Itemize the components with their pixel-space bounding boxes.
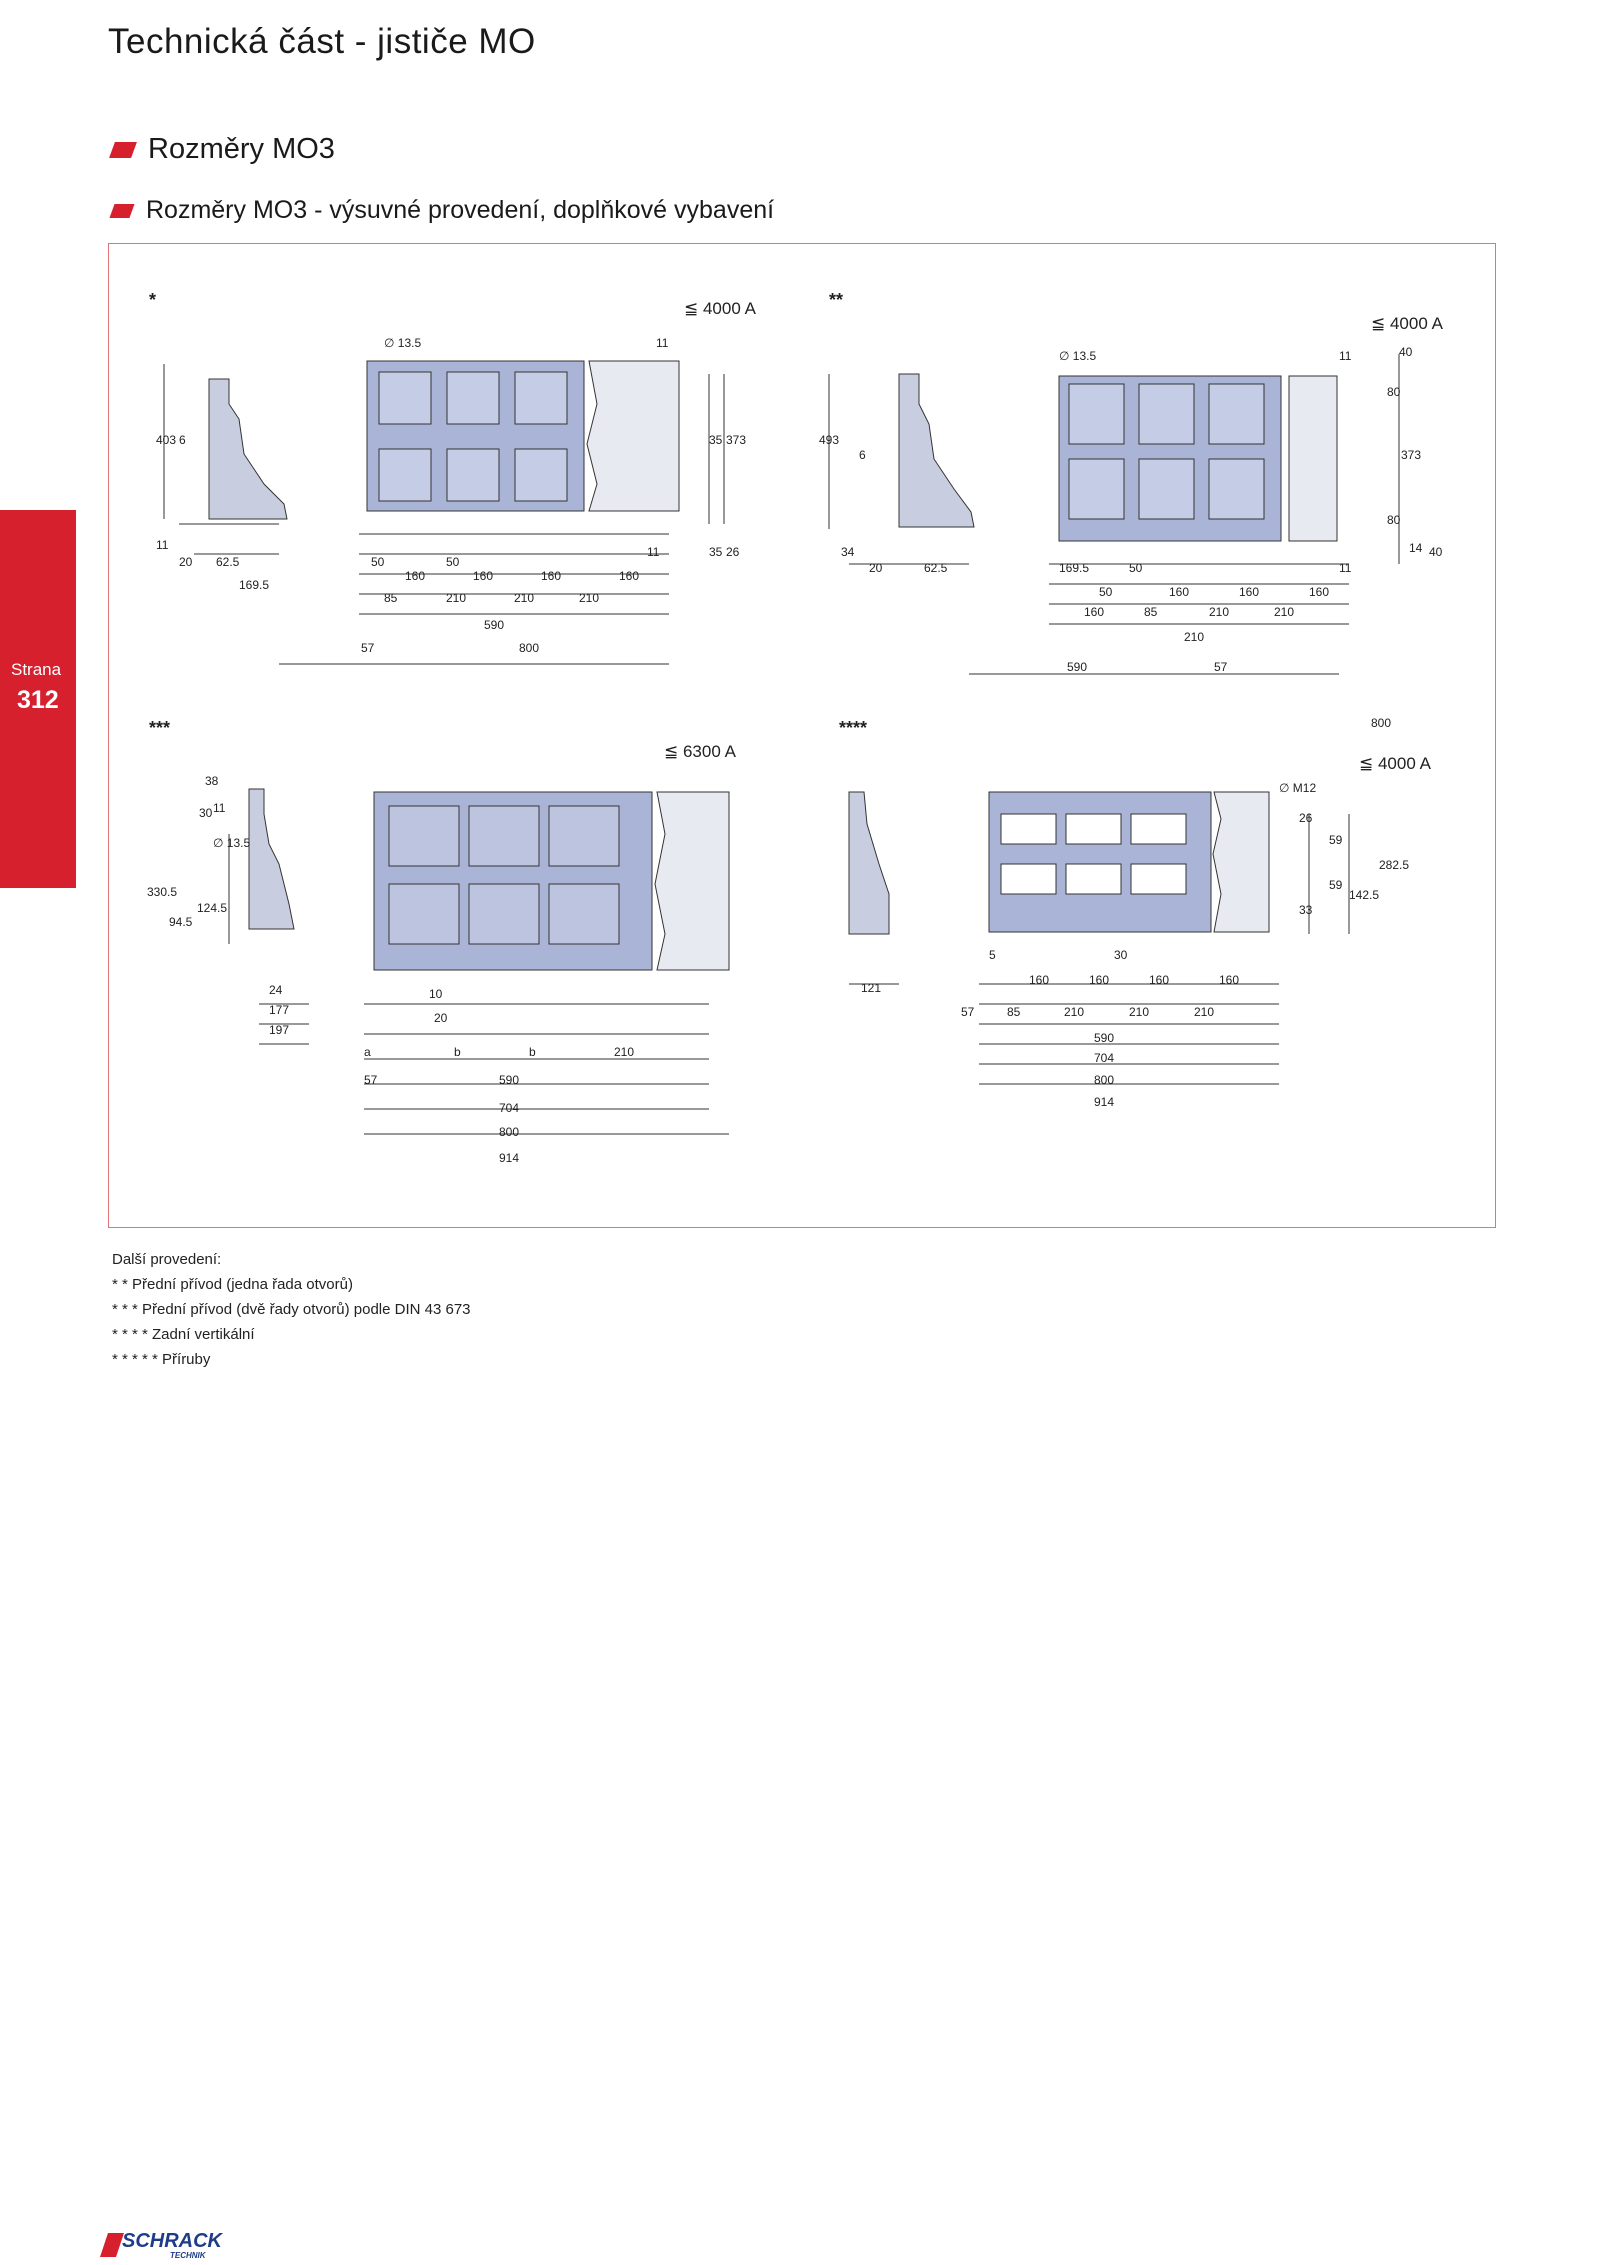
dimension-label: 330.5 (147, 885, 178, 899)
dimension-label: 160 (405, 569, 426, 583)
section-heading-main-text: Rozměry MO3 (148, 133, 335, 165)
side-profile-2 (899, 374, 974, 527)
note-item: * * * Přední přívod (dvě řady otvorů) podle DIN 43 673 (112, 1301, 471, 1318)
dimension-label: 160 (619, 569, 640, 583)
dimension-label: 282.5 (1379, 858, 1410, 872)
dimension-label: 160 (1149, 973, 1170, 987)
dimension-label: 160 (1169, 585, 1190, 599)
red-bullet-icon (109, 204, 134, 218)
logo-name: SCHRACK (122, 2230, 222, 2252)
terminal-1 (1001, 814, 1056, 844)
neutral-pole-2 (1289, 376, 1337, 541)
dimension-label: 210 (1209, 605, 1230, 619)
dimension-label: 160 (1309, 585, 1330, 599)
figure-frame (108, 243, 1496, 1228)
dimension-label: 160 (541, 569, 562, 583)
dimension-label: 26 (1299, 811, 1313, 825)
dimension-label: 20 (869, 561, 883, 575)
vent-1 (389, 806, 459, 866)
dimension-label: 493 (819, 433, 840, 447)
dimension-label: a (364, 1045, 371, 1059)
logo-sub: TECHNIK (170, 2251, 206, 2260)
dimension-label: 800 (519, 641, 540, 655)
schrack-logo (100, 2225, 250, 2265)
dimension-label: 177 (269, 1003, 290, 1017)
dimension-label: 403 (156, 433, 177, 447)
dimension-label: 914 (1094, 1095, 1115, 1109)
diagram-marker: ** (829, 290, 844, 310)
dimension-label: 30 (1114, 948, 1128, 962)
dimension-label: 210 (514, 591, 535, 605)
dimension-label: 6 (179, 433, 186, 447)
dimension-label: 6 (859, 448, 866, 462)
pole-1-4 (379, 449, 431, 501)
section-heading-main (112, 133, 335, 166)
dimension-label: 62.5 (216, 555, 240, 569)
front-panel-4 (989, 792, 1211, 932)
dimension-label: ∅ M12 (1279, 781, 1317, 795)
rating-label: ≦ 4000 A (1371, 314, 1443, 333)
dimension-label: 373 (1401, 448, 1422, 462)
dimension-label: 57 (961, 1005, 975, 1019)
vent-4 (389, 884, 459, 944)
rating-label: ≦ 4000 A (1359, 754, 1431, 773)
dimension-label: 210 (446, 591, 467, 605)
dimension-label: 160 (473, 569, 494, 583)
rating-label: ≦ 4000 A (684, 299, 756, 318)
dimension-label: 169.5 (1059, 561, 1090, 575)
terminal-3 (1131, 814, 1186, 844)
dimension-label: ∅ 13.5 (1059, 349, 1097, 363)
dimension-label: 11 (156, 538, 169, 552)
dimension-label: 14 (1409, 541, 1423, 555)
dimension-label: 704 (499, 1101, 520, 1115)
dimension-label: 33 (1299, 903, 1313, 917)
vent-2 (469, 806, 539, 866)
diagram-marker: * (149, 290, 157, 310)
dimension-label: ∅ 13.5 (384, 336, 422, 350)
dimension-label: 121 (861, 981, 882, 995)
pole-2-3 (1209, 384, 1264, 444)
dimension-label: 169.5 (239, 578, 270, 592)
pole-1-6 (515, 372, 567, 424)
vent-3 (549, 806, 619, 866)
dimension-label: 11 (1339, 561, 1352, 575)
dimension-label: 85 (384, 591, 398, 605)
dimension-label: 40 (1399, 345, 1413, 359)
dimension-label: 59 (1329, 878, 1343, 892)
dimension-label: 20 (179, 555, 193, 569)
pole-2-2 (1139, 384, 1194, 444)
dimension-label: 80 (1387, 385, 1401, 399)
notes-block (112, 1247, 471, 1372)
rating-label: ≦ 6300 A (664, 742, 736, 761)
dimension-label: 5 (989, 948, 996, 962)
dimension-label: 210 (1129, 1005, 1150, 1019)
dimension-label: 210 (1274, 605, 1295, 619)
dimension-label: 11 (213, 801, 226, 815)
dimension-label: 26 (726, 545, 740, 559)
dimension-label: 210 (1184, 630, 1205, 644)
dimension-drawings (109, 244, 1497, 1229)
dimension-label: 160 (1239, 585, 1260, 599)
vent-6 (549, 884, 619, 944)
side-profile-4 (849, 792, 889, 934)
neutral-pole-3 (655, 792, 729, 970)
note-item: * * Přední přívod (jedna řada otvorů) (112, 1276, 353, 1293)
dimension-label: 160 (1029, 973, 1050, 987)
notes-title: Další provedení: (112, 1251, 222, 1268)
dimension-label: 80 (1387, 513, 1401, 527)
dimension-label: 590 (1094, 1031, 1115, 1045)
pole-1-1 (379, 372, 431, 424)
dimension-label: 704 (1094, 1051, 1115, 1065)
side-tab-label: Strana (11, 660, 62, 679)
dimension-label: 85 (1007, 1005, 1021, 1019)
dimension-label: 142.5 (1349, 888, 1380, 902)
dimension-label: 800 (1094, 1073, 1115, 1087)
dimension-label: 590 (499, 1073, 520, 1087)
dimension-label: 57 (1214, 660, 1228, 674)
note-item: * * * * * Příruby (112, 1351, 211, 1368)
side-profile-1 (209, 379, 287, 519)
dimension-label: 10 (429, 987, 443, 1001)
vent-5 (469, 884, 539, 944)
page-number: 312 (17, 686, 59, 714)
neutral-pole-4 (1213, 792, 1269, 932)
dimension-label: 50 (371, 555, 385, 569)
terminal-6 (1131, 864, 1186, 894)
section-heading-sub (112, 196, 774, 225)
neutral-pole-1 (587, 361, 679, 511)
dimension-label: 197 (269, 1023, 290, 1037)
dimension-label: 50 (1129, 561, 1143, 575)
diagram-3 (229, 789, 729, 1134)
dimension-label: 94.5 (169, 915, 193, 929)
dimension-label: 35 (709, 433, 723, 447)
diagram-marker: **** (839, 718, 868, 738)
page-title: Technická část - jističe MO (108, 22, 536, 61)
diagram-marker: *** (149, 718, 171, 738)
dimension-label: ∅ 13.5 (213, 836, 251, 850)
side-page-tab (0, 510, 76, 888)
pole-2-4 (1069, 459, 1124, 519)
dimension-label: 85 (1144, 605, 1158, 619)
dimension-label: 590 (484, 618, 505, 632)
pole-2-5 (1139, 459, 1194, 519)
section-heading-sub-text: Rozměry MO3 - výsuvné provedení, doplňkové vybavení (146, 196, 775, 224)
pole-2-1 (1069, 384, 1124, 444)
dimension-label: b (529, 1045, 536, 1059)
dimension-label: 57 (361, 641, 375, 655)
dimension-label: 20 (434, 1011, 448, 1025)
dimension-label: 40 (1429, 545, 1443, 559)
dimension-label: b (454, 1045, 461, 1059)
dimension-label: 160 (1219, 973, 1240, 987)
terminal-5 (1066, 864, 1121, 894)
dimension-label: 914 (499, 1151, 520, 1165)
dimension-label: 800 (1371, 716, 1392, 730)
red-bullet-icon (109, 142, 137, 158)
note-item: * * * * Zadní vertikální (112, 1326, 255, 1343)
dimension-label: 59 (1329, 833, 1343, 847)
dimension-label: 373 (726, 433, 747, 447)
diagram-1 (164, 361, 724, 664)
pole-2-6 (1209, 459, 1264, 519)
dimension-label: 160 (1089, 973, 1110, 987)
side-profile-3 (249, 789, 294, 929)
dimension-label: 34 (841, 545, 855, 559)
dimension-label: 11 (1339, 349, 1352, 363)
pole-1-5 (447, 449, 499, 501)
pole-1-2 (447, 372, 499, 424)
dimension-label: 38 (205, 774, 219, 788)
dimension-label: 24 (269, 983, 283, 997)
dimension-label: 11 (647, 545, 660, 559)
terminal-2 (1066, 814, 1121, 844)
diagram-2 (829, 354, 1399, 674)
dimension-label: 30 (199, 806, 213, 820)
dimension-label: 11 (656, 336, 669, 350)
dimension-label: 800 (499, 1125, 520, 1139)
terminal-4 (1001, 864, 1056, 894)
dimension-label: 160 (1084, 605, 1105, 619)
dimension-label: 62.5 (924, 561, 948, 575)
dimension-label: 50 (446, 555, 460, 569)
dimension-label: 35 (709, 545, 723, 559)
dimension-label: 210 (614, 1045, 635, 1059)
dimension-label: 124.5 (197, 901, 228, 915)
dimension-label: 50 (1099, 585, 1113, 599)
dimension-label: 210 (579, 591, 600, 605)
dimension-label: 210 (1064, 1005, 1085, 1019)
dimension-label: 590 (1067, 660, 1088, 674)
dimension-label: 57 (364, 1073, 378, 1087)
dimension-label: 210 (1194, 1005, 1215, 1019)
pole-1-7 (515, 449, 567, 501)
